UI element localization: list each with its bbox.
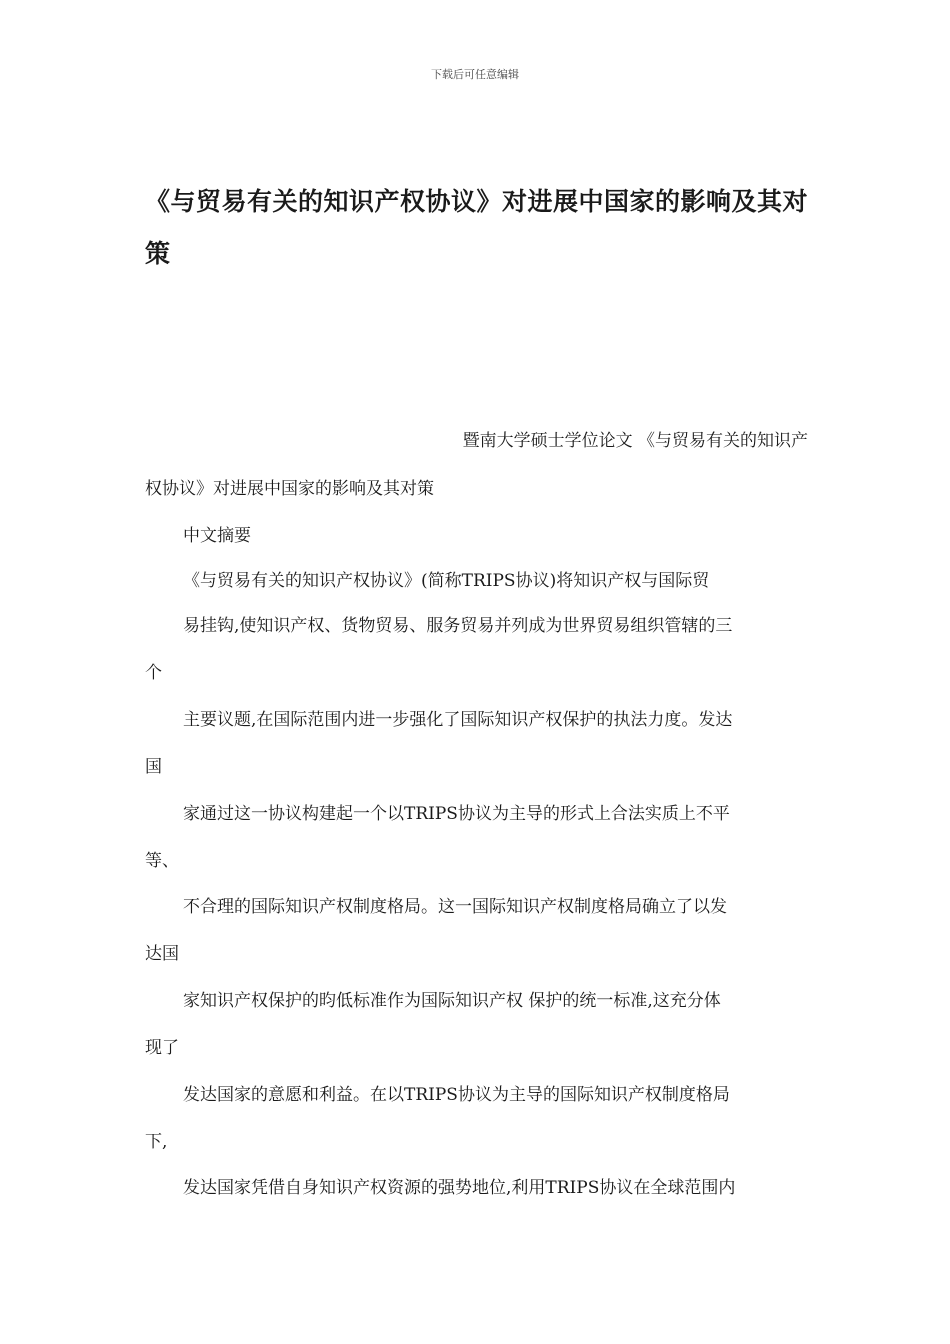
paragraph-line: 现了 bbox=[145, 1038, 179, 1058]
paragraph-line: 家知识产权保护的昀低标准作为国际知识产权 保护的统一标准,这充分体 bbox=[183, 991, 721, 1011]
paragraph-line: 达国 bbox=[145, 944, 179, 964]
paragraph-line: 主要议题,在国际范围内进一步强化了国际知识产权保护的执法力度。发达 bbox=[183, 710, 733, 730]
paragraph-line: 国 bbox=[145, 757, 162, 777]
paragraph-line: 家通过这一协议构建起一个以TRIPS协议为主导的形式上合法实质上不平 bbox=[183, 804, 730, 824]
paragraph-line: 等、 bbox=[145, 851, 179, 871]
paragraph-line: 《与贸易有关的知识产权协议》(简称TRIPS协议)将知识产权与国际贸 bbox=[183, 571, 710, 591]
page-header-note: 下载后可任意编辑 bbox=[431, 68, 519, 81]
source-line: 权协议》对进展中国家的影响及其对策 bbox=[145, 479, 434, 499]
abstract-heading: 中文摘要 bbox=[183, 526, 251, 546]
paragraph-line: 个 bbox=[145, 663, 162, 683]
paragraph-line: 下, bbox=[145, 1132, 168, 1152]
paragraph-line: 易挂钩,使知识产权、货物贸易、服务贸易并列成为世界贸易组织管辖的三 bbox=[183, 616, 733, 636]
source-line: 暨南大学硕士学位论文 《与贸易有关的知识产 bbox=[462, 431, 808, 451]
document-title: 《与贸易有关的知识产权协议》对进展中国家的影响及其对策 bbox=[145, 187, 809, 268]
paragraph-line: 发达国家凭借自身知识产权资源的强势地位,利用TRIPS协议在全球范围内 bbox=[183, 1178, 736, 1198]
paragraph-line: 不合理的国际知识产权制度格局。这一国际知识产权制度格局确立了以发 bbox=[183, 897, 727, 917]
paragraph-line: 发达国家的意愿和利益。在以TRIPS协议为主导的国际知识产权制度格局 bbox=[183, 1085, 730, 1105]
